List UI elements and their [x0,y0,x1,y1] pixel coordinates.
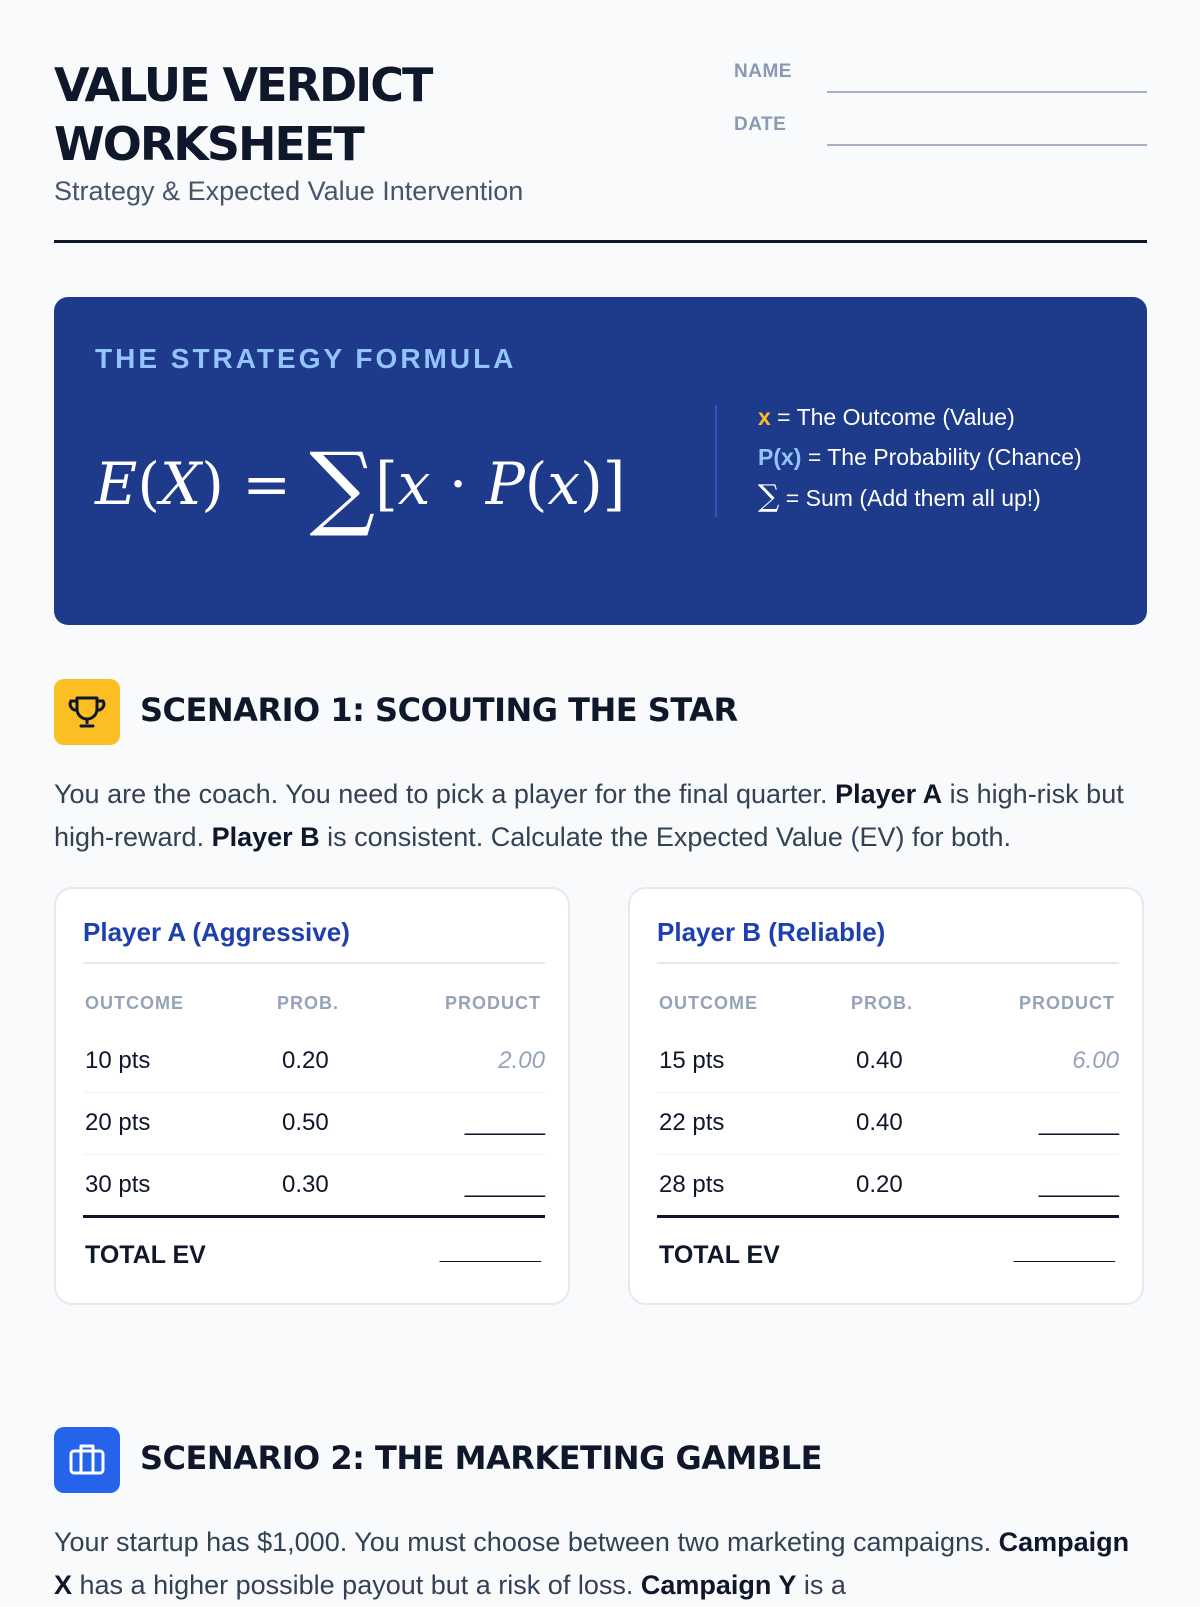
total-divider [83,1215,545,1218]
card-divider [83,962,545,964]
total-ev-answer-blank[interactable]: _______ [439,1235,541,1265]
scenario-1-description: You are the coach. You need to pick a player for the final quarter. Player A is high-risk but high-reward. Player B is consistent. Calculate the Expected Value (EV) for both. [54,779,1124,852]
formula-divider [715,405,717,517]
product-cell: 6.00 [1072,1047,1119,1074]
scenario-2-title: SCENARIO 2: THE MARKETING GAMBLE [140,1439,822,1477]
player-a-card [54,887,570,1305]
prob-cell: 0.20 [856,1171,903,1198]
legend-text: = Sum (Add them all up!) [779,485,1041,511]
outcome-cell: 20 pts [85,1109,151,1136]
total-divider [657,1215,1119,1218]
column-header-outcome: OUTCOME [85,993,184,1013]
sigma-icon: ∑ [758,479,780,514]
expected-value-formula: E(X) = ∑[x · P(x)] [95,433,626,540]
card-title: Player B (Reliable) [657,917,886,947]
column-header-product: PRODUCT [1019,993,1115,1013]
name-field[interactable] [827,91,1147,93]
prob-cell: 0.40 [856,1109,903,1136]
legend-text: = The Outcome (Value) [770,404,1015,430]
strategy-formula-box [54,297,1147,625]
scenario-1-title: SCENARIO 1: SCOUTING THE STAR [140,691,738,729]
column-header-product: PRODUCT [445,993,541,1013]
table-row [657,1030,1119,1092]
formula-heading: THE STRATEGY FORMULA [95,343,517,374]
prob-cell: 0.50 [282,1109,329,1136]
column-header-prob: PROB. [851,993,914,1013]
date-field[interactable] [827,144,1147,146]
prob-cell: 0.20 [282,1047,329,1074]
header-divider [54,240,1147,243]
total-ev-label: TOTAL EV [85,1241,206,1269]
page-subtitle: Strategy & Expected Value Intervention [54,176,524,206]
briefcase-icon [54,1427,120,1493]
legend-key: x [758,404,771,430]
outcome-cell: 15 pts [659,1047,725,1074]
prob-cell: 0.30 [282,1171,329,1198]
name-label: NAME [734,61,792,82]
legend-sum [758,479,1041,514]
legend-text: = The Probability (Chance) [801,444,1082,470]
product-cell: 2.00 [498,1047,545,1074]
outcome-cell: 28 pts [659,1171,725,1198]
table-row [657,1092,1119,1154]
product-answer-blank[interactable]: ______ [464,1171,545,1198]
card-title: Player A (Aggressive) [83,917,350,947]
product-answer-blank[interactable]: ______ [1038,1109,1119,1136]
outcome-cell: 22 pts [659,1109,725,1136]
date-label: DATE [734,114,787,135]
outcome-cell: 30 pts [85,1171,151,1198]
column-header-prob: PROB. [277,993,340,1013]
total-ev-answer-blank[interactable]: _______ [1013,1235,1115,1265]
worksheet-header [54,56,1147,244]
prob-cell: 0.40 [856,1047,903,1074]
table-row [83,1154,545,1216]
page-title: VALUE VERDICT WORKSHEET [54,58,432,171]
table-row [83,1092,545,1154]
trophy-icon [54,679,120,745]
legend-probability [758,444,1082,471]
total-ev-label: TOTAL EV [659,1241,780,1269]
product-answer-blank[interactable]: ______ [1038,1171,1119,1198]
outcome-cell: 10 pts [85,1047,151,1074]
legend-outcome [758,404,1015,431]
table-row [657,1154,1119,1216]
scenario-2-description: Your startup has $1,000. You must choose between two marketing campaigns. Campaign X has a higher possible payout but a risk of loss. Campaign Y is a [54,1527,1130,1600]
column-header-outcome: OUTCOME [659,993,758,1013]
card-divider [657,962,1119,964]
player-b-card [628,887,1144,1305]
product-answer-blank[interactable]: ______ [464,1109,545,1136]
legend-key: P(x) [758,444,802,470]
table-row [83,1030,545,1092]
